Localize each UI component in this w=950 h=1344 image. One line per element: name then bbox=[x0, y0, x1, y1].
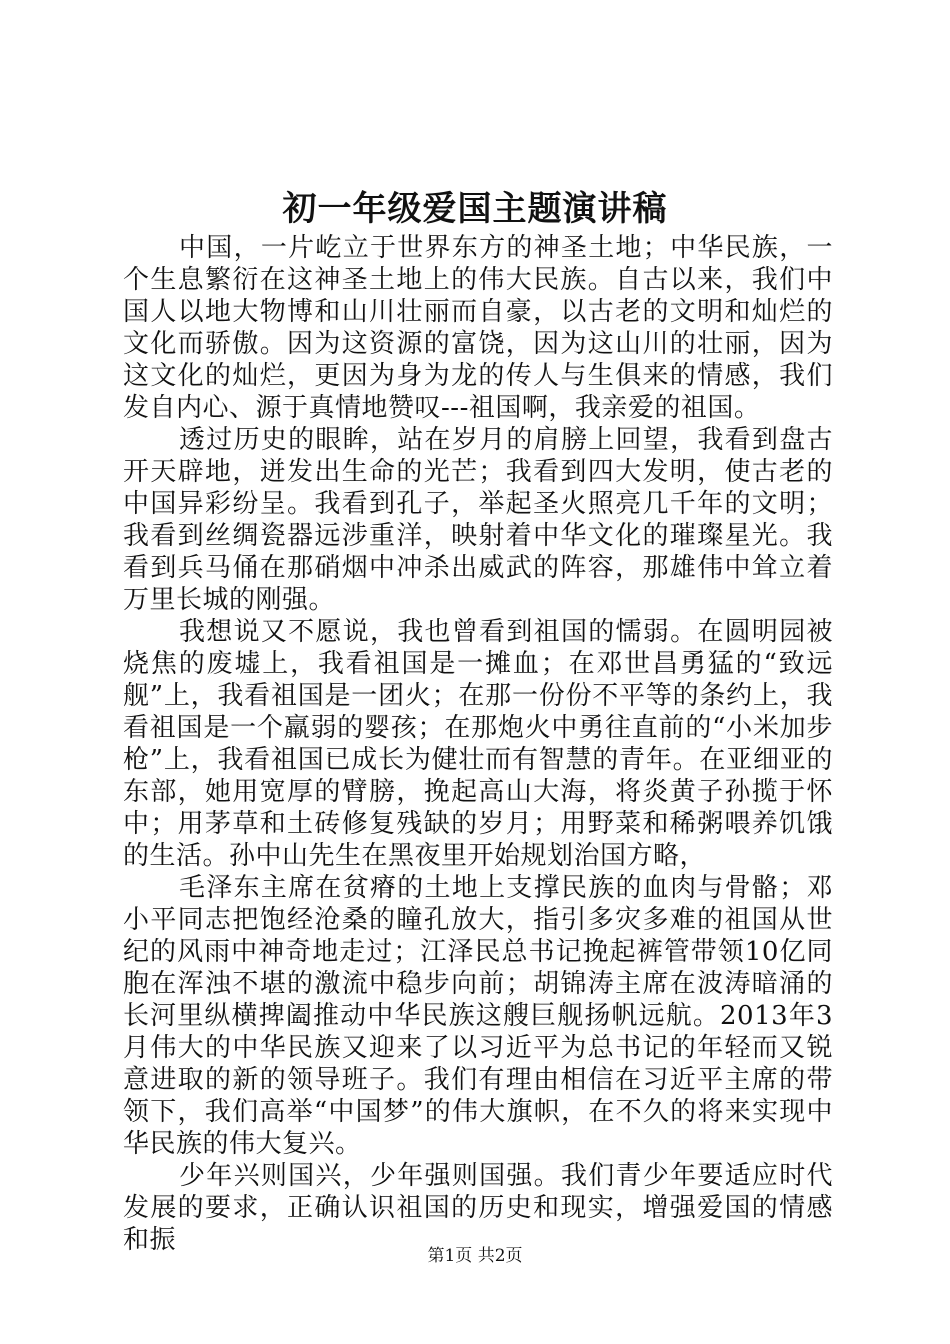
document-title: 初一年级爱国主题演讲稿 bbox=[282, 189, 668, 229]
paragraph-5: 少年兴则国兴，少年强则国强。我们青少年要适应时代发展的要求，正确认识祖国的历史和现实，增强爱国的情感和振 bbox=[123, 1161, 833, 1255]
paragraph-1: 中国，一片屹立于世界东方的神圣土地；中华民族，一个生息繁衍在这神圣土地上的伟大民族。自古以来，我们中国人以地大物博和山川壮丽而自豪，以古老的文明和灿烂的文化而骄傲。因为这资源的富饶，因为这山川的壮丽，因为这文化的灿烂，更因为身为龙的传人与生俱来的情感，我们发自内心、源于真情地赞叹---祖国啊，我亲爱的祖国。 bbox=[123, 233, 833, 423]
document-body bbox=[123, 232, 833, 1256]
paragraph-4: 毛泽东主席在贫瘠的土地上支撑民族的血肉与骨骼；邓小平同志把饱经沧桑的瞳孔放大，指引多灾多难的祖国从世纪的风雨中神奇地走过；江泽民总书记挽起裤管带领10亿同胞在浑浊不堪的激流中稳步向前；胡锦涛主席在波涛暗涌的长河里纵横捭阖推动中华民族这艘巨舰扬帆远航。2013年3月伟大的中华民族又迎来了以习近平为总书记的年轻而又锐意进取的新的领导班子。我们有理由相信在习近平主席的带领下，我们高举“中国梦”的伟大旗帜，在不久的将来实现中华民族的伟大复兴。 bbox=[123, 873, 833, 1159]
paragraph-2: 透过历史的眼眸，站在岁月的肩膀上回望，我看到盘古开天辟地，迸发出生命的光芒；我看到四大发明，使古老的中国异彩纷呈。我看到孔子，举起圣火照亮几千年的文明；我看到丝绸瓷器远涉重洋，映射着中华文化的璀璨星光。我看到兵马俑在那硝烟中冲杀出威武的阵容，那雄伟中耸立着万里长城的刚强。 bbox=[123, 425, 833, 615]
paragraph-3: 我想说又不愿说，我也曾看到祖国的懦弱。在圆明园被烧焦的废墟上，我看祖国是一摊血；在邓世昌勇猛的“致远舰”上，我看祖国是一团火；在那一份份不平等的条约上，我看祖国是一个羸弱的婴孩；在那炮火中勇往直前的“小米加步枪”上，我看祖国已成长为健壮而有智慧的青年。在亚细亚的东部，她用宽厚的臂膀，挽起高山大海，将炎黄子孙揽于怀中；用茅草和土砖修复残缺的岁月；用野菜和稀粥喂养饥饿的生活。孙中山先生在黑夜里开始规划治国方略， bbox=[123, 617, 833, 871]
page-footer: 第1页 共2页 bbox=[427, 1246, 523, 1266]
